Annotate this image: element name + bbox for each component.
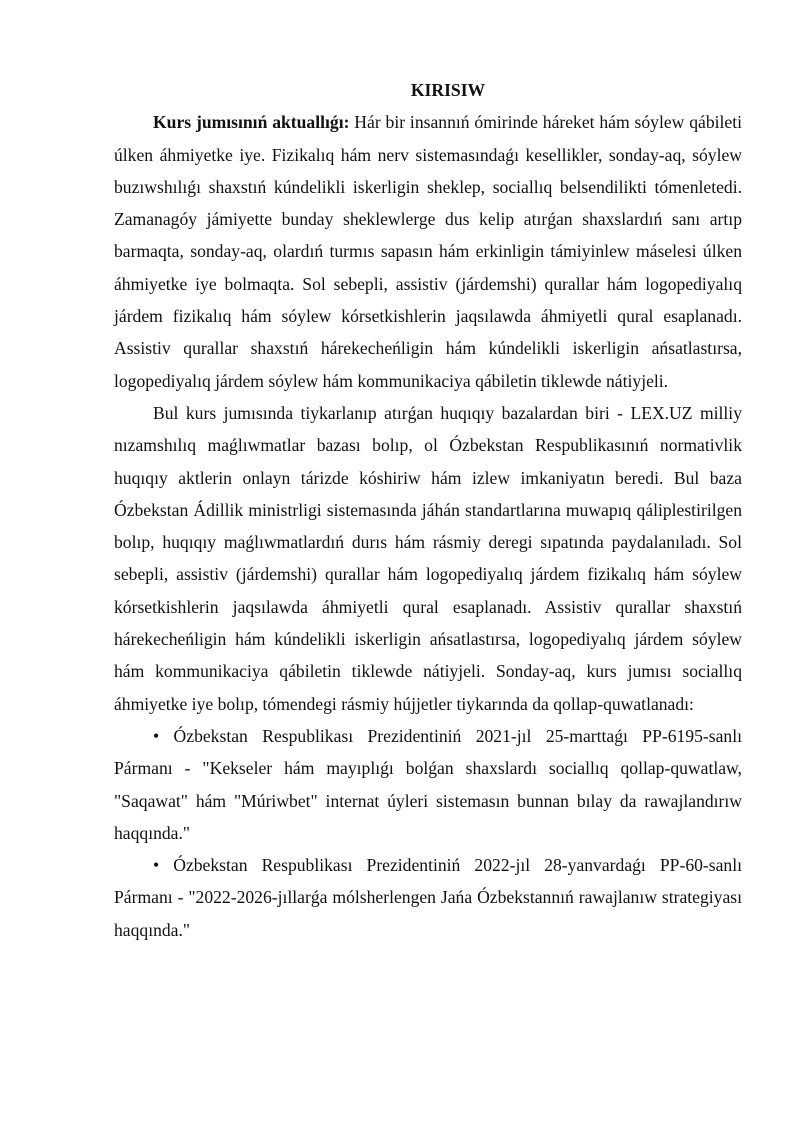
relevance-paragraph bbox=[114, 106, 742, 397]
decree-bullet-2: • Ózbekstan Respublikası Prezidentiniń 2022-jıl 28-yanvardaǵı PP-60-sanlı Pármanı - "2022-2026-jıllarǵa mólsherlengen Jańa Ózbekstannıń rawajlanıw strategiyası haqqında." bbox=[114, 855, 742, 940]
document-page bbox=[114, 74, 742, 946]
section-heading: KIRISIW bbox=[410, 80, 486, 100]
decree-bullet-1: • Ózbekstan Respublikası Prezidentiniń 2021-jıl 25-marttaǵı PP-6195-sanlı Pármanı - "Kekseler hám mayıplıǵı bolǵan shaxslardı sociallıq qollap-quwatlaw, "Saqawat" hám "Múriwbet" internat úyleri sistemasın bunnan bılay da rawajlandırıw haqqında." bbox=[114, 725, 742, 843]
relevance-text: Hár bir insannıń ómirinde háreket hám sóylew qábileti úlken áhmiyetke iye. Fizikalıq hám nerv sistemasındaǵı kesellikler, sonday-aq, sóylew buzıwshılıǵı shaxstıń kúndelikli iskerligin sheklep, sociallıq belsendilikti tómenletedi. Zamanagóy jámiyette bunday sheklewlerge dus kelip atırǵan shaxslardıń sanı artıp barmaqta, sonday-aq, olardıń turmıs sapasın hám erkinligin támiyinlew máselesi úlken áhmiyetke iye bolmaqta. Sol sebepli, assistiv (járdemshi) qurallar hám logopediyalıq járdem fizikalıq hám sóylew kórsetkishlerin jaqsılawda áhmiyetli qural esaplanadı. Assistiv qurallar shaxstıń hárekecheńligin hám kúndelikli iskerligin ańsatlastırsa, logopediyalıq járdem sóylew hám kommunikaciya qábiletin tiklewde nátiyjeli. bbox=[114, 112, 742, 391]
relevance-lead: Kurs jumısınıń aktuallıǵı: bbox=[153, 112, 350, 133]
legal-basis-paragraph: Bul kurs jumısında tiykarlanıp atırǵan huqıqıy bazalardan biri - LEX.UZ milliy nızamshılıq maǵlıwmatlar bazası bolıp, ol Ózbekstan Respublikasınıń normativlik huqıqıy aktlerin onlayn tárizde kóshiriw hám izlew imkaniyatın beredi. Bul baza Ózbekstan Ádillik ministrligi sistemasında jáhán standartlarına muwapıq qáliplestirilgen bolıp, huqıqıy maǵlıwmatlardıń durıs hám rásmiy deregi sıpatında paydalanıladı. Sol sebepli, assistiv (járdemshi) qurallar hám logopediyalıq járdem fizikalıq hám sóylew kórsetkishlerin jaqsılawda áhmiyetli qural esaplanadı. Assistiv qurallar shaxstıń hárekecheńligin hám kúndelikli iskerligin ańsatlastırsa, logopediyalıq járdem sóylew hám kommunikaciya qábiletin tiklewde nátiyjeli. Sonday-aq, kurs jumısı sociallıq áhmiyetke iye bolıp, tómendegi rásmiy hújjetler tiykarında da qollap-quwatlanadı: bbox=[114, 402, 742, 714]
